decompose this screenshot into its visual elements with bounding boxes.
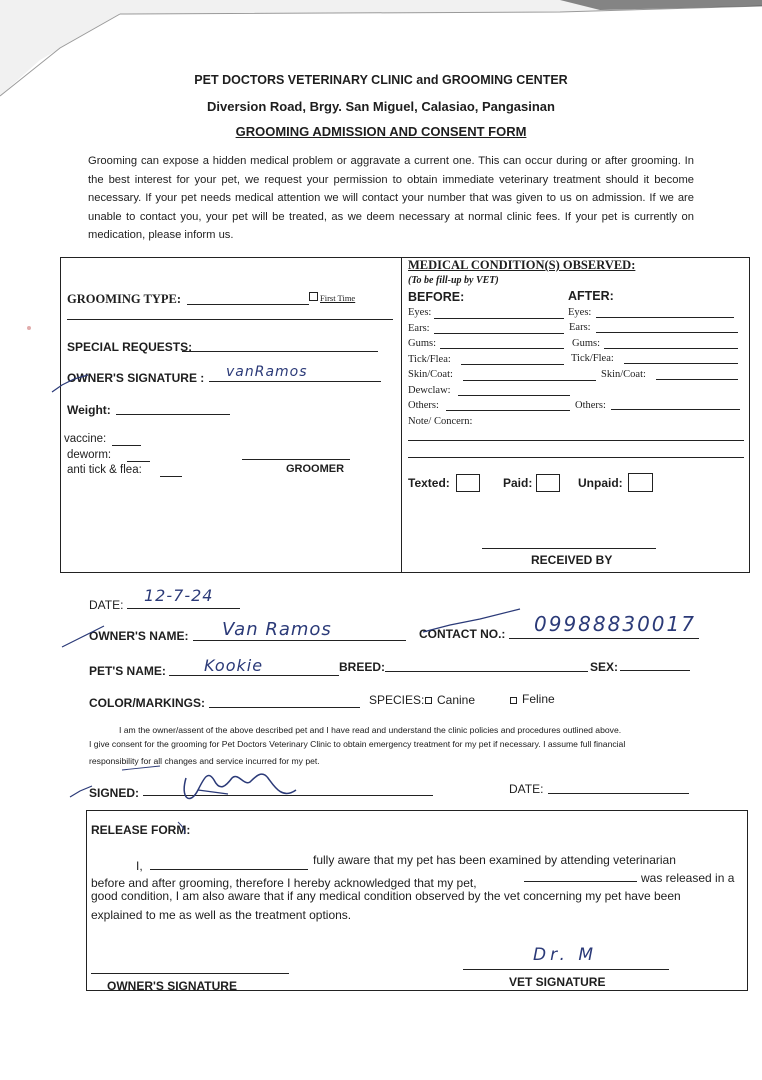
- release-body-3: was released in a: [641, 871, 735, 885]
- unpaid-label: Unpaid:: [578, 476, 623, 490]
- paid-label: Paid:: [503, 476, 533, 490]
- form-title-text: GROOMING ADMISSION AND CONSENT FORM: [235, 124, 527, 139]
- contact-label: CONTACT NO.:: [419, 627, 506, 641]
- clinic-address: Diversion Road, Brgy. San Miguel, Calasiao, Pangasinan: [207, 99, 555, 114]
- signed-label: SIGNED:: [89, 786, 140, 800]
- owners-signature-value: vanRamos: [226, 364, 308, 380]
- medical-note: (To be fill-up by VET): [408, 275, 499, 286]
- before-skincoat-label: Skin/Coat:: [408, 369, 453, 380]
- pet-name-label: PET'S NAME:: [89, 664, 166, 678]
- sex-label: SEX:: [590, 660, 619, 674]
- vaccine-label: vaccine:: [64, 433, 107, 445]
- grooming-type-label: GROOMING TYPE:: [67, 292, 182, 306]
- release-body-2: before and after grooming, therefore I hereby acknowledged that my pet,: [91, 876, 477, 890]
- release-i-label: I,: [136, 859, 143, 873]
- intro-paragraph: Grooming can expose a hidden medical problem or aggravate a current one. This can occur during or after grooming. In the best interest for your pet, we request your permission to obtain immediate veterinary treatment should it become necessary. If your pet needs medical attention we will contact your number that was given to us on admission. If we are unable to contact you, your pet will be treated, as we deem necessary at normal clinic fees. If your pet is currently on medication, please inform us.: [88, 155, 694, 242]
- groomer-label: GROOMER: [286, 463, 345, 475]
- special-requests-label: SPECIAL REQUESTS:: [67, 340, 193, 354]
- release-body-4: good condition, I am also aware that if any medical condition observed by the vet concerning my pet have been: [91, 889, 681, 903]
- vet-signature-value: Dr. M: [533, 945, 597, 965]
- breed-label: BREED:: [339, 660, 386, 674]
- date-value: 12-7-24: [144, 586, 214, 605]
- owner-name-value: Van Ramos: [222, 619, 332, 640]
- release-title: RELEASE FORM:: [91, 823, 191, 837]
- color-markings-label: COLOR/MARKINGS:: [89, 696, 205, 710]
- clinic-name: PET DOCTORS VETERINARY CLINIC and GROOMING CENTER: [194, 73, 568, 87]
- feline-label: Feline: [522, 692, 555, 706]
- vet-signature-label: VET SIGNATURE: [509, 975, 606, 989]
- after-eyes-label: Eyes:: [568, 307, 592, 318]
- pet-name-value: Kookie: [204, 656, 264, 675]
- received-by-label: RECEIVED BY: [531, 553, 613, 567]
- before-tickflea-label: Tick/Flea:: [408, 354, 451, 365]
- owners-signature-label: OWNER'S SIGNATURE :: [67, 371, 205, 385]
- species-label: SPECIES:: [369, 693, 425, 707]
- consent-date-label: DATE:: [509, 782, 544, 796]
- release-body-5: explained to me as well as the treatment options.: [91, 908, 352, 922]
- canine-label: Canine: [437, 693, 476, 707]
- contact-value: 09988830017: [534, 612, 696, 636]
- texted-label: Texted:: [408, 476, 450, 490]
- after-tickflea-label: Tick/Flea:: [571, 353, 614, 364]
- after-gums-label: Gums:: [572, 338, 601, 349]
- anti-tick-label: anti tick & flea:: [67, 464, 142, 476]
- release-body-1: fully aware that my pet has been examined by attending veterinarian: [313, 853, 676, 867]
- first-time-label: First Time: [320, 293, 356, 303]
- medical-title: MEDICAL CONDITION(S) OBSERVED:: [408, 258, 636, 272]
- before-dewclaw-label: Dewclaw:: [408, 385, 451, 396]
- deworm-label: deworm:: [67, 449, 112, 461]
- before-eyes-label: Eyes:: [408, 307, 432, 318]
- before-gums-label: Gums:: [408, 338, 437, 349]
- date-label: DATE:: [89, 598, 124, 612]
- consent-line-1: I am the owner/assent of the above described pet and I have read and understand the clinic policies and procedures outlined above.: [119, 725, 622, 735]
- after-ears-label: Ears:: [569, 322, 591, 333]
- before-ears-label: Ears:: [408, 323, 430, 334]
- after-skincoat-label: Skin/Coat:: [601, 369, 646, 380]
- owner-name-label: OWNER'S NAME:: [89, 629, 189, 643]
- after-label: AFTER:: [568, 289, 614, 303]
- before-others-label: Others:: [408, 400, 439, 411]
- after-others-label: Others:: [575, 400, 606, 411]
- consent-line-2: I give consent for the grooming for Pet Doctors Veterinary Clinic to obtain emergency treatment for my pet if necessary. I assume full financial: [89, 739, 626, 749]
- before-label: BEFORE:: [408, 290, 465, 304]
- consent-line-3: responsibility for all changes and service incurred for my pet.: [89, 756, 320, 766]
- note-concern-label: Note/ Concern:: [408, 416, 473, 427]
- release-owner-signature-label: OWNER'S SIGNATURE: [107, 979, 237, 993]
- weight-label: Weight:: [67, 403, 111, 417]
